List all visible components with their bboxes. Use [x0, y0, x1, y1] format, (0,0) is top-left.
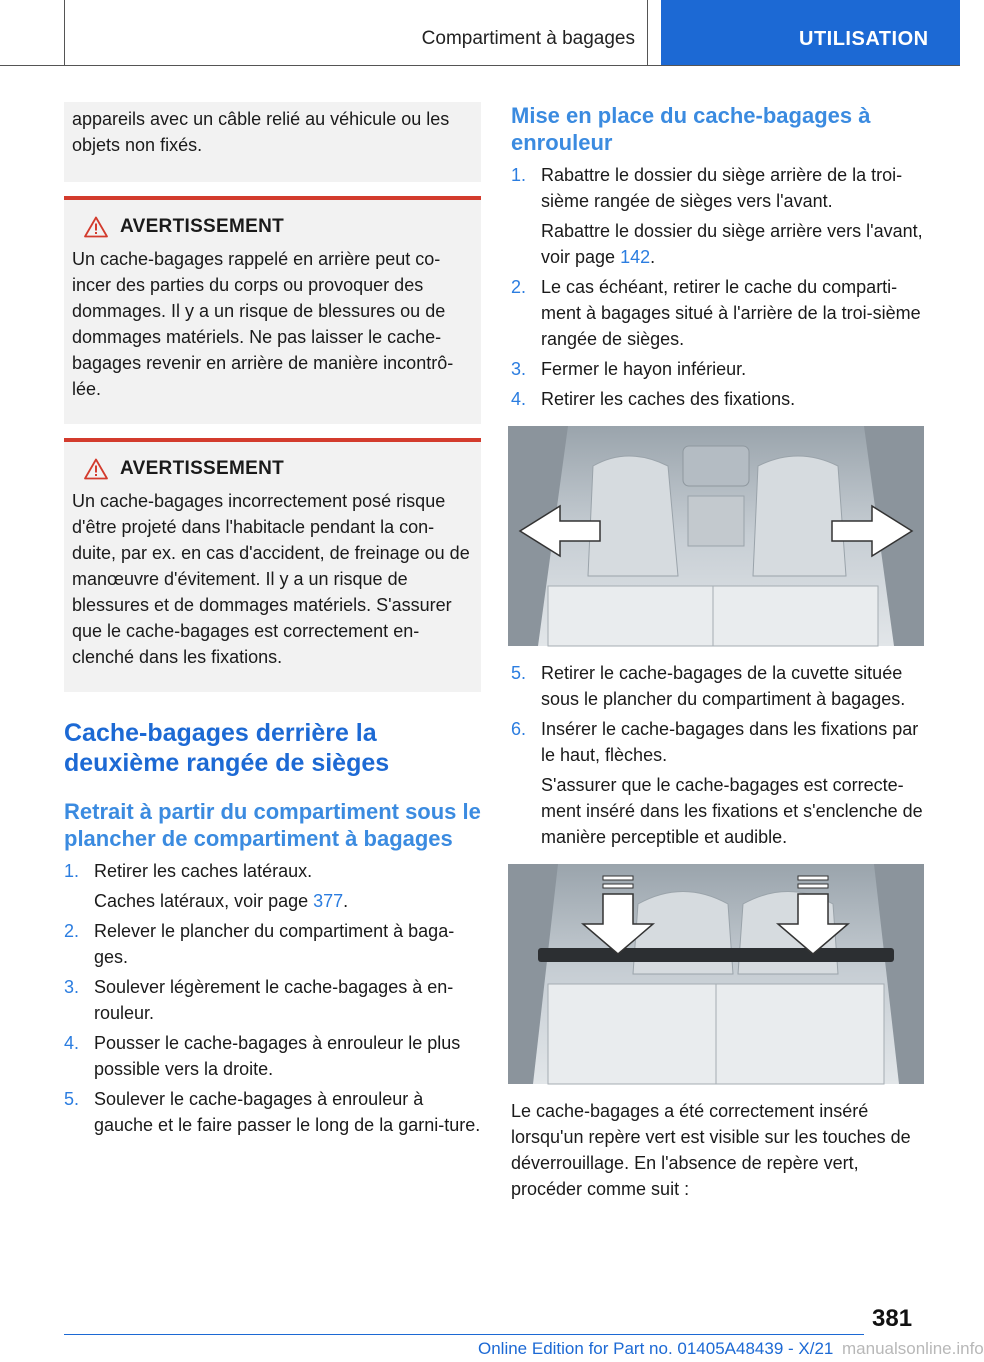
section-heading: Cache-bagages derrière la deuxième rangée de sièges	[64, 719, 390, 777]
step-number: 6.	[511, 719, 527, 739]
install-steps-list	[511, 162, 926, 412]
step-text: Soulever le cache-bagages à enrouleur à gauche et le faire passer le long de la garni-ture.	[94, 1089, 481, 1135]
continuation-box	[64, 102, 481, 182]
footer-watermark: manualsonline.info	[842, 1339, 984, 1358]
step-subtext: S'assurer que le cache-bagages est correcte-ment inséré dans les fixations et s'enclenche de manière perceptible et audible.	[541, 775, 923, 847]
step-text: Retirer les caches des fixations.	[541, 389, 796, 409]
step-number: 2.	[511, 277, 527, 297]
install-steps-list-continued	[511, 660, 926, 850]
step-item	[511, 274, 926, 352]
step-number: 4.	[64, 1033, 80, 1053]
warning-title: AVERTISSEMENT	[120, 458, 285, 479]
step-text: Fermer le hayon inférieur.	[541, 359, 747, 379]
warning-triangle-icon	[84, 216, 108, 238]
header-chapter-tab[interactable]	[661, 0, 960, 66]
step-text: Retirer les caches latéraux.	[94, 861, 313, 881]
step-number: 4.	[511, 389, 527, 409]
left-column	[64, 102, 481, 1142]
header-section-box	[64, 0, 648, 66]
step-item	[511, 386, 926, 412]
step-text: Soulever légèrement le cache-bagages à en-rouleur.	[94, 977, 454, 1023]
cover-insertion-illustration	[508, 864, 924, 1084]
cargo-fixations-illustration	[508, 426, 924, 646]
warning-triangle-icon	[84, 458, 108, 480]
subsection-heading: Retrait à partir du compartiment sous le plancher de compartiment à bagages	[64, 799, 481, 851]
warning-text: Un cache-bagages rappelé en arrière peut co-incer des parties du corps ou provoquer des dommages. Il y a un risque de blessures ou de dommages matériels. Ne pas laisser le cache-bagages revenir en arrière de manière incontrô-lée.	[72, 249, 454, 399]
step-text: Relever le plancher du compartiment à baga-ges.	[94, 921, 455, 967]
page-number: 381	[872, 1305, 913, 1332]
step-item	[511, 162, 926, 270]
page-reference-link[interactable]: 377	[313, 891, 344, 911]
removal-steps-list	[64, 858, 481, 1138]
step-number: 5.	[64, 1089, 80, 1109]
header-divider	[0, 65, 960, 66]
warning-text: Un cache-bagages incorrectement posé risque d'être projeté dans l'habitacle pendant la con-duite, par ex. en cas d'accident, de freinage ou de manœuvre d'évitement. Il y a un risque de blessures et de dommages matériels. S'assurer que le cache-bagages est correctement en-clenché dans les fixations.	[72, 491, 470, 667]
step-item	[511, 716, 926, 850]
step-item	[511, 660, 926, 712]
page-reference-link[interactable]: 142	[620, 247, 651, 267]
step-number: 3.	[64, 977, 80, 997]
right-column	[511, 102, 926, 1202]
step-item	[64, 918, 481, 970]
footer-edition: Online Edition for Part no. 01405A48439 - X/21	[478, 1339, 834, 1358]
header-section-title: Compartiment à bagages	[421, 28, 635, 49]
step-number: 1.	[511, 165, 527, 185]
step-number: 3.	[511, 359, 527, 379]
step-item	[511, 356, 926, 382]
step-item	[64, 1030, 481, 1082]
footer-divider	[64, 1334, 864, 1335]
step-text: Rabattre le dossier du siège arrière de la troi-sième rangée de sièges vers l'avant.	[541, 165, 903, 211]
header-chapter-label: UTILISATION	[799, 28, 929, 50]
step-item	[64, 1086, 481, 1138]
continuation-text: appareils avec un câble relié au véhicule ou les objets non fixés.	[72, 109, 450, 155]
step-subtext: Rabattre le dossier du siège arrière vers l'avant, voir page 142.	[541, 221, 923, 267]
warning-box-2	[64, 438, 481, 692]
warning-title: AVERTISSEMENT	[120, 216, 285, 237]
step-text: Le cas échéant, retirer le cache du comparti-ment à bagages situé à l'arrière de la troi-sième rangée de sièges.	[541, 277, 921, 349]
step-item	[64, 974, 481, 1026]
step-number: 2.	[64, 921, 80, 941]
step-text: Pousser le cache-bagages à enrouleur le plus possible vers la droite.	[94, 1033, 461, 1079]
step-subtext: Caches latéraux, voir page 377.	[94, 891, 349, 911]
closing-paragraph: Le cache-bagages a été correctement inséré lorsqu'un repère vert est visible sur les touches de déverrouillage. En l'absence de repère vert, procéder comme suit :	[511, 1101, 911, 1199]
step-number: 5.	[511, 663, 527, 683]
step-text: Insérer le cache-bagages dans les fixations par le haut, flèches.	[541, 719, 919, 765]
warning-box-1	[64, 196, 481, 424]
subsection-heading: Mise en place du cache-bagages à enrouleur	[511, 103, 871, 155]
step-item	[64, 858, 481, 914]
step-number: 1.	[64, 861, 80, 881]
step-text: Retirer le cache-bagages de la cuvette située sous le plancher du compartiment à bagages.	[541, 663, 906, 709]
